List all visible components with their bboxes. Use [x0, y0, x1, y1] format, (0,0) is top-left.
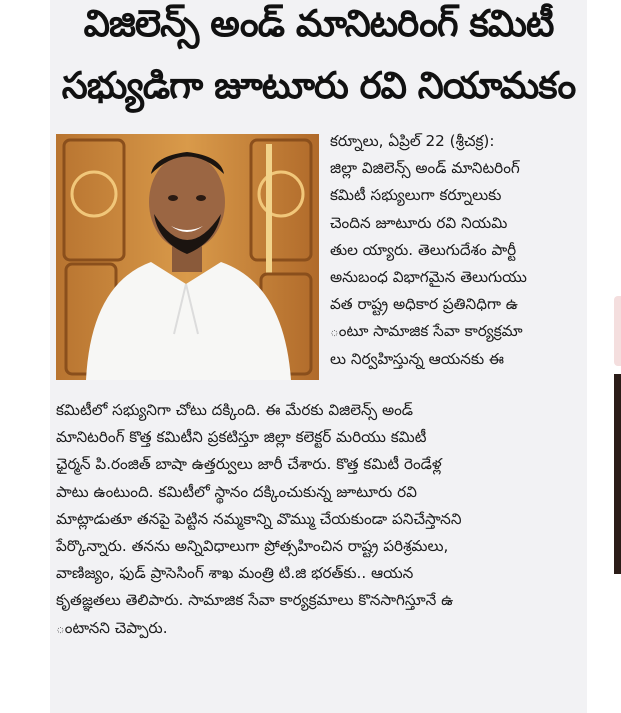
text-line: ఛైర్మన్ పి.రంజిత్ బాషా ఉత్తర్వులు జారీ చేశారు. కొత్త కమిటీ రెండేళ్ల [56, 455, 442, 474]
article-photo [56, 134, 319, 380]
headline-line-2: సభ్యుడిగా జూటూరు రవి నియామకం [61, 64, 576, 107]
text-line: తుల య్యారు. తెలుగుదేశం పార్టీ [330, 240, 517, 259]
news-article [50, 0, 587, 713]
text-line: మాట్లాడుతూ తనపై పెట్టిన నమ్మకాన్ని వొమ్ము చేయకుండా పనిచేస్తానని [56, 509, 462, 528]
text-line: పాటు ఉంటుంది. కమిటీలో స్థానం దక్కించుకున్న జూటూరు రవి [56, 482, 417, 501]
page-margin-left [0, 0, 50, 713]
text-line: లు నిర్వహిస్తున్న ఆయనకు ఈ [330, 349, 505, 368]
full-width-paragraph [56, 397, 581, 642]
text-line: ంటూ సామాజిక సేవా కార్యక్రమా [330, 322, 523, 341]
text-line: కృతజ్ఞతలు తెలిపారు. సామాజిక సేవా కార్యక్రమాలు కొనసాగిస్తూనే ఉ [56, 591, 454, 610]
text-line: పేర్కొన్నారు. తనను అన్నివిధాలుగా ప్రోత్సహించిన రాష్ట్ర పరిశ్రమలు, [56, 536, 449, 555]
text-line: కమిటీలో సభ్యునిగా చోటు దక్కింది. ఈ మేరకు విజిలెన్స్ అండ్ [56, 401, 414, 419]
text-line: కమిటీ సభ్యులుగా కర్నూలుకు [330, 186, 502, 205]
text-line: అనుబంధ విభాగమైన తెలుగుయు [330, 267, 527, 286]
adjacent-photo [614, 296, 621, 366]
text-line: ంటానని చెప్పారు. [56, 618, 168, 637]
text-line: మానిటరింగ్ కొత్త కమిటీని ప్రకటిస్తూ జిల్లా కలెక్టర్ మరియు కమిటీ [56, 428, 427, 447]
text-line: జిల్లా విజిలెన్స్ అండ్ మానిటరింగ్ [330, 159, 520, 178]
portrait-image [56, 134, 319, 380]
text-line: చెందిన జూటూరు రవి నియమి [330, 213, 508, 232]
text-line: కర్నూలు, ఏప్రిల్ 22 (శ్రీచక్ర): [330, 132, 495, 150]
headline-line-1: విజిలెన్స్ అండ్ మానిటరింగ్ కమిటీ [83, 2, 554, 45]
wrapped-paragraph [330, 128, 580, 373]
adjacent-photo [614, 374, 621, 574]
adjacent-column-strip [587, 0, 621, 713]
text-line: వత రాష్ట్ర అధికార ప్రతినిధిగా ఉ [330, 295, 518, 314]
text-line: వాణిజ్యం, ఫుడ్ ప్రాసెసింగ్ శాఖ మంత్రి టి.జి భరత్‌కు.. ఆయన [56, 564, 414, 583]
